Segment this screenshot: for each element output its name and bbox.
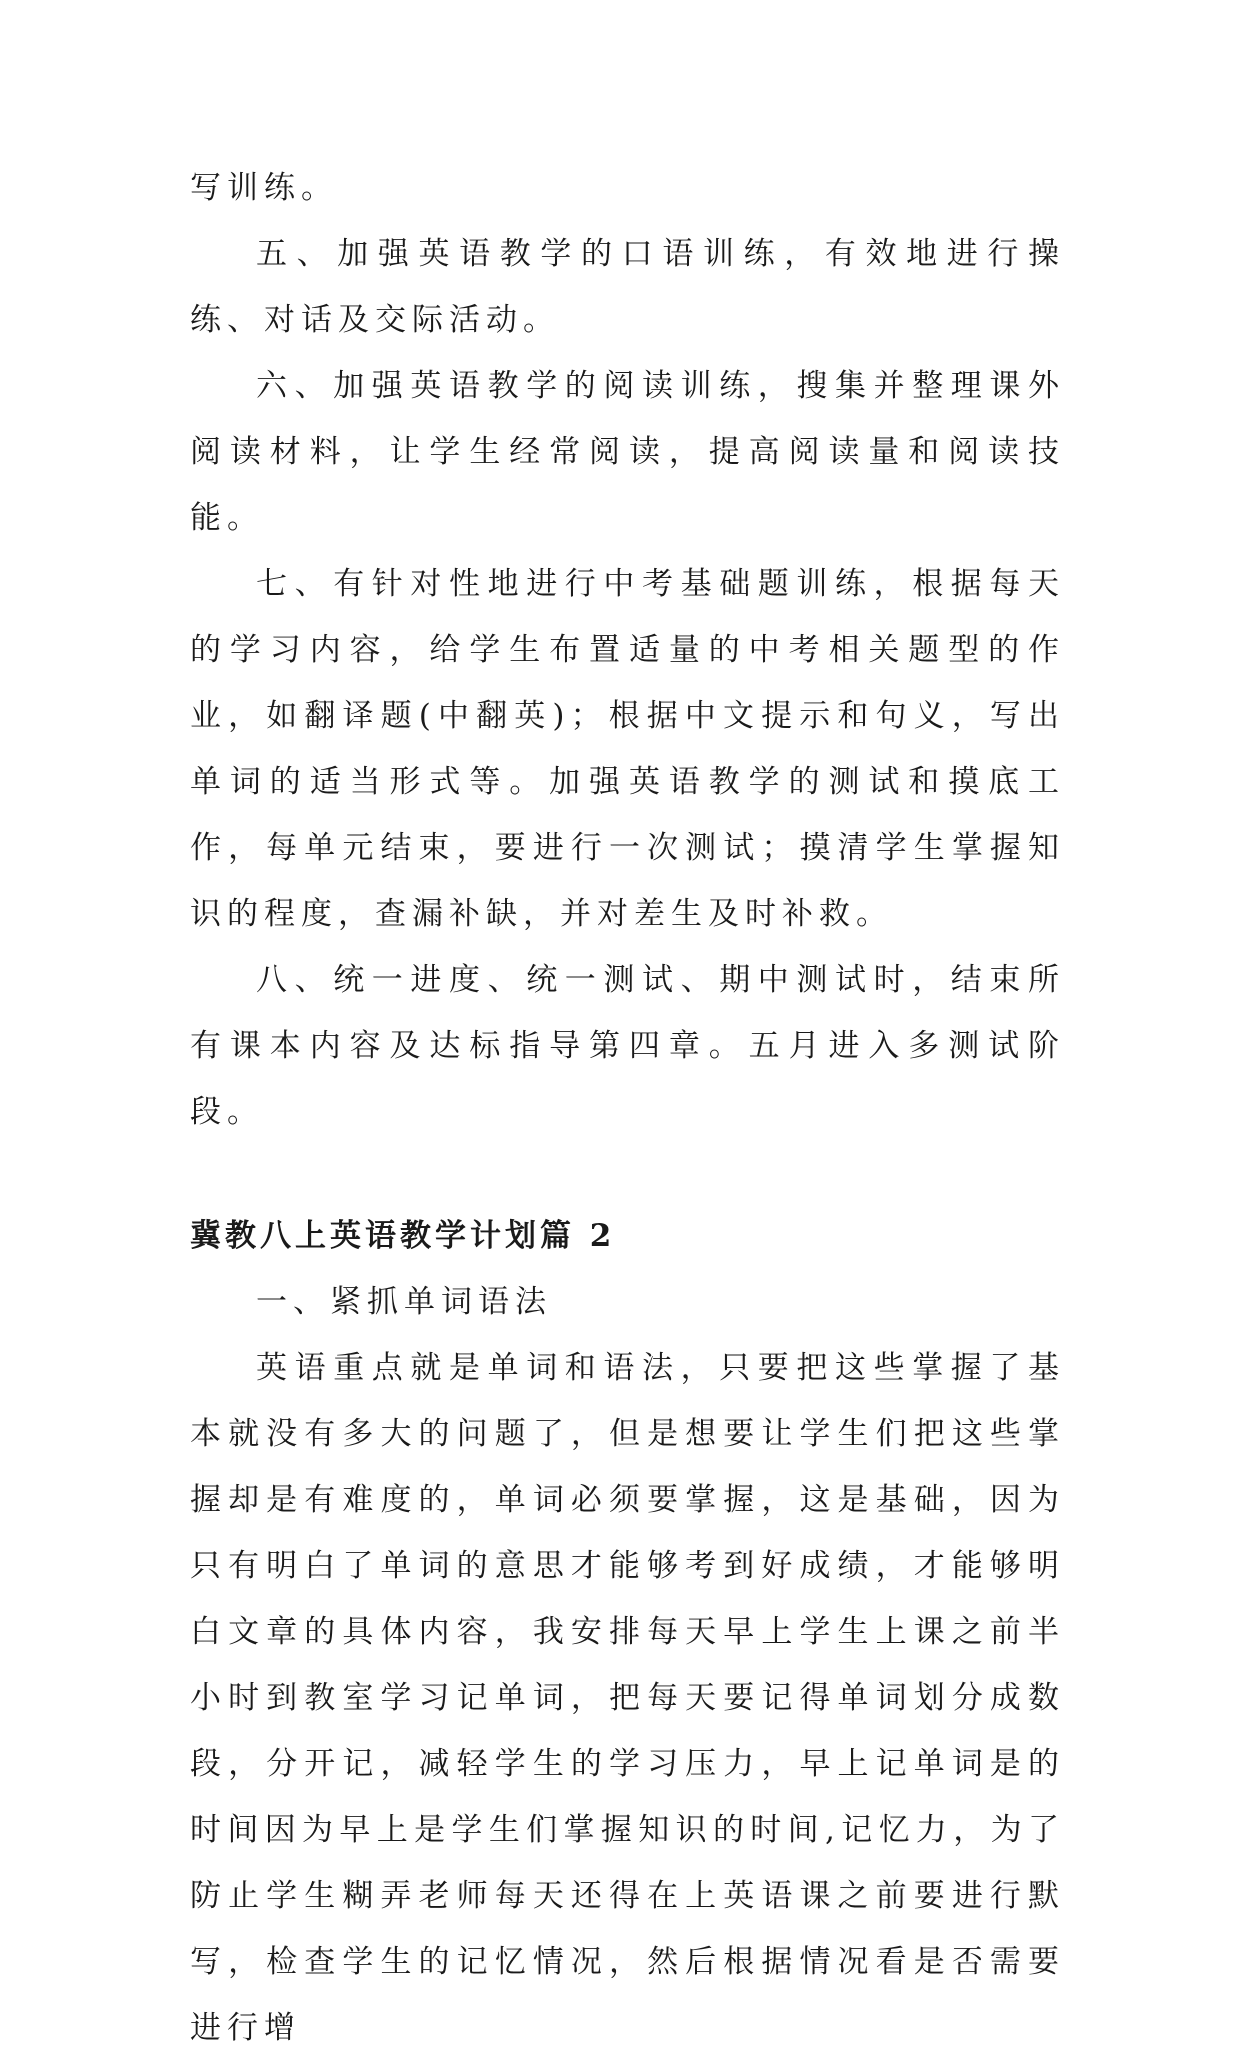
body-paragraph: 七、有针对性地进行中考基础题训练，根据每天的学习内容，给学生布置适量的中考相关题型的作业，如翻译题(中翻英)；根据中文提示和句义，写出单词的适当形式等。加强英语教学的测试和摸底工作，每单元结束，要进行一次测试；摸清学生掌握知识的程度，查漏补缺，并对差生及时补救。: [190, 566, 1065, 932]
section-title: 冀教八上英语教学计划篇 2: [190, 1218, 616, 1254]
subheading: 一、紧抓单词语法: [256, 1284, 552, 1320]
body-paragraph: 五、加强英语教学的口语训练，有效地进行操练、对话及交际活动。: [190, 236, 1065, 338]
body-paragraph: 写训练。: [190, 170, 338, 206]
body-paragraph: 英语重点就是单词和语法，只要把这些掌握了基本就没有多大的问题了，但是想要让学生们把这些掌握却是有难度的，单词必须要掌握，这是基础，因为只有明白了单词的意思才能够考到好成绩，才能够明白文章的具体内容，我安排每天早上学生上课之前半小时到教室学习记单词，把每天要记得单词划分成数段，分开记，减轻学生的学习压力，早上记单词是的时间因为早上是学生们掌握知识的时间,记忆力，为了防止学生糊弄老师每天还得在上英语课之前要进行默写，检查学生的记忆情况，然后根据情况看是否需要进行增: [190, 1350, 1065, 2046]
document-page: [190, 155, 1065, 2061]
body-paragraph: 八、统一进度、统一测试、期中测试时，结束所有课本内容及达标指导第四章。五月进入多测试阶段。: [190, 962, 1065, 1130]
body-paragraph: 六、加强英语教学的阅读训练，搜集并整理课外阅读材料，让学生经常阅读，提高阅读量和阅读技能。: [190, 368, 1065, 536]
